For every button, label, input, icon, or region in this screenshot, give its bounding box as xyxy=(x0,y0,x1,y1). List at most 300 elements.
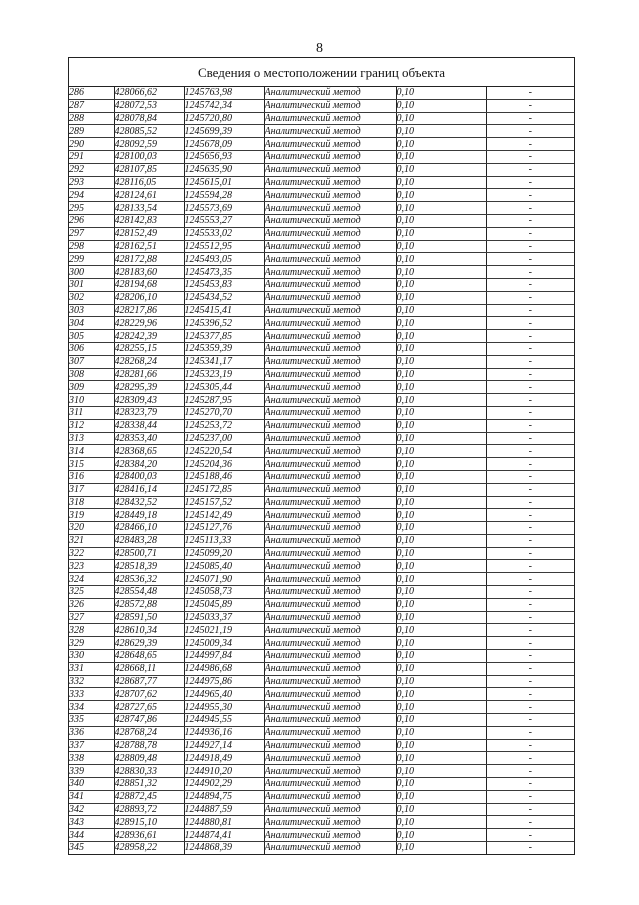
description-cell: - xyxy=(486,419,574,432)
accuracy-cell: 0,10 xyxy=(396,330,486,343)
method-cell: Аналитический метод xyxy=(264,765,396,778)
description-cell: - xyxy=(486,432,574,445)
table-row xyxy=(69,726,574,739)
coordinate-x-cell: 428572,88 xyxy=(114,598,184,611)
coordinate-x-cell: 428255,15 xyxy=(114,342,184,355)
coordinate-y-cell: 1245033,37 xyxy=(184,611,264,624)
description-cell: - xyxy=(486,355,574,368)
coordinate-x-cell: 428830,33 xyxy=(114,765,184,778)
description-cell: - xyxy=(486,304,574,317)
point-number-cell: 303 xyxy=(69,304,114,317)
boundary-points-table xyxy=(69,87,574,854)
coordinate-x-cell: 428747,86 xyxy=(114,714,184,727)
coordinate-x-cell: 428172,88 xyxy=(114,253,184,266)
accuracy-cell: 0,10 xyxy=(396,381,486,394)
table-row xyxy=(69,637,574,650)
table-row xyxy=(69,829,574,842)
coordinate-y-cell: 1245453,83 xyxy=(184,278,264,291)
table-row xyxy=(69,624,574,637)
coordinate-x-cell: 428162,51 xyxy=(114,240,184,253)
method-cell: Аналитический метод xyxy=(264,304,396,317)
accuracy-cell: 0,10 xyxy=(396,150,486,163)
accuracy-cell: 0,10 xyxy=(396,112,486,125)
description-cell: - xyxy=(486,381,574,394)
method-cell: Аналитический метод xyxy=(264,99,396,112)
description-cell: - xyxy=(486,586,574,599)
coordinate-x-cell: 428872,45 xyxy=(114,790,184,803)
description-cell: - xyxy=(486,726,574,739)
table-row xyxy=(69,240,574,253)
description-cell: - xyxy=(486,701,574,714)
accuracy-cell: 0,10 xyxy=(396,598,486,611)
coordinate-y-cell: 1245341,17 xyxy=(184,355,264,368)
method-cell: Аналитический метод xyxy=(264,125,396,138)
table-row xyxy=(69,842,574,854)
description-cell: - xyxy=(486,560,574,573)
description-cell: - xyxy=(486,227,574,240)
coordinate-y-cell: 1245699,39 xyxy=(184,125,264,138)
accuracy-cell: 0,10 xyxy=(396,368,486,381)
coordinate-y-cell: 1244894,75 xyxy=(184,790,264,803)
table-row xyxy=(69,598,574,611)
description-cell: - xyxy=(486,573,574,586)
description-cell: - xyxy=(486,87,574,99)
table-row xyxy=(69,586,574,599)
accuracy-cell: 0,10 xyxy=(396,586,486,599)
description-cell: - xyxy=(486,342,574,355)
method-cell: Аналитический метод xyxy=(264,368,396,381)
method-cell: Аналитический метод xyxy=(264,739,396,752)
coordinate-y-cell: 1244965,40 xyxy=(184,688,264,701)
point-number-cell: 295 xyxy=(69,202,114,215)
table-row xyxy=(69,714,574,727)
table-row xyxy=(69,483,574,496)
coordinate-y-cell: 1245493,05 xyxy=(184,253,264,266)
accuracy-cell: 0,10 xyxy=(396,816,486,829)
accuracy-cell: 0,10 xyxy=(396,470,486,483)
point-number-cell: 304 xyxy=(69,317,114,330)
point-number-cell: 300 xyxy=(69,266,114,279)
coordinate-x-cell: 428768,24 xyxy=(114,726,184,739)
table-row xyxy=(69,650,574,663)
point-number-cell: 291 xyxy=(69,150,114,163)
accuracy-cell: 0,10 xyxy=(396,637,486,650)
coordinate-x-cell: 428449,18 xyxy=(114,509,184,522)
description-cell: - xyxy=(486,598,574,611)
method-cell: Аналитический метод xyxy=(264,509,396,522)
method-cell: Аналитический метод xyxy=(264,278,396,291)
table-row xyxy=(69,355,574,368)
accuracy-cell: 0,10 xyxy=(396,342,486,355)
table-row xyxy=(69,803,574,816)
accuracy-cell: 0,10 xyxy=(396,650,486,663)
table-row xyxy=(69,688,574,701)
description-cell: - xyxy=(486,624,574,637)
point-number-cell: 309 xyxy=(69,381,114,394)
coordinate-x-cell: 428400,03 xyxy=(114,470,184,483)
coordinate-x-cell: 428466,10 xyxy=(114,522,184,535)
description-cell: - xyxy=(486,496,574,509)
accuracy-cell: 0,10 xyxy=(396,573,486,586)
coordinate-y-cell: 1244874,41 xyxy=(184,829,264,842)
point-number-cell: 299 xyxy=(69,253,114,266)
coordinate-x-cell: 428217,86 xyxy=(114,304,184,317)
method-cell: Аналитический метод xyxy=(264,138,396,151)
point-number-cell: 321 xyxy=(69,534,114,547)
description-cell: - xyxy=(486,675,574,688)
description-cell: - xyxy=(486,765,574,778)
coordinate-y-cell: 1245573,69 xyxy=(184,202,264,215)
point-number-cell: 306 xyxy=(69,342,114,355)
point-number-cell: 307 xyxy=(69,355,114,368)
coordinate-y-cell: 1244975,86 xyxy=(184,675,264,688)
coordinate-x-cell: 428432,52 xyxy=(114,496,184,509)
point-number-cell: 310 xyxy=(69,394,114,407)
method-cell: Аналитический метод xyxy=(264,394,396,407)
accuracy-cell: 0,10 xyxy=(396,202,486,215)
point-number-cell: 322 xyxy=(69,547,114,560)
coordinate-x-cell: 428936,61 xyxy=(114,829,184,842)
accuracy-cell: 0,10 xyxy=(396,99,486,112)
method-cell: Аналитический метод xyxy=(264,714,396,727)
table-row xyxy=(69,214,574,227)
table-row xyxy=(69,368,574,381)
table-body xyxy=(69,87,574,854)
table-row xyxy=(69,765,574,778)
coordinate-y-cell: 1245204,36 xyxy=(184,458,264,471)
description-cell: - xyxy=(486,637,574,650)
description-cell: - xyxy=(486,125,574,138)
coordinate-y-cell: 1244868,39 xyxy=(184,842,264,854)
accuracy-cell: 0,10 xyxy=(396,214,486,227)
method-cell: Аналитический метод xyxy=(264,253,396,266)
description-cell: - xyxy=(486,829,574,842)
table-row xyxy=(69,291,574,304)
description-cell: - xyxy=(486,214,574,227)
description-cell: - xyxy=(486,611,574,624)
coordinate-x-cell: 428610,34 xyxy=(114,624,184,637)
table-row xyxy=(69,406,574,419)
point-number-cell: 286 xyxy=(69,87,114,99)
table-row xyxy=(69,138,574,151)
accuracy-cell: 0,10 xyxy=(396,458,486,471)
table-row xyxy=(69,573,574,586)
table-row xyxy=(69,253,574,266)
table-row xyxy=(69,394,574,407)
page-number: 8 xyxy=(316,41,323,56)
description-cell: - xyxy=(486,189,574,202)
accuracy-cell: 0,10 xyxy=(396,662,486,675)
coordinate-x-cell: 428851,32 xyxy=(114,778,184,791)
accuracy-cell: 0,10 xyxy=(396,176,486,189)
coordinate-x-cell: 428483,28 xyxy=(114,534,184,547)
coordinate-x-cell: 428206,10 xyxy=(114,291,184,304)
point-number-cell: 338 xyxy=(69,752,114,765)
point-number-cell: 335 xyxy=(69,714,114,727)
description-cell: - xyxy=(486,368,574,381)
table-row xyxy=(69,150,574,163)
coordinate-x-cell: 428384,20 xyxy=(114,458,184,471)
description-cell: - xyxy=(486,150,574,163)
coordinate-x-cell: 428116,05 xyxy=(114,176,184,189)
accuracy-cell: 0,10 xyxy=(396,304,486,317)
accuracy-cell: 0,10 xyxy=(396,534,486,547)
accuracy-cell: 0,10 xyxy=(396,419,486,432)
coordinate-y-cell: 1245434,52 xyxy=(184,291,264,304)
accuracy-cell: 0,10 xyxy=(396,547,486,560)
description-cell: - xyxy=(486,330,574,343)
point-number-cell: 287 xyxy=(69,99,114,112)
table-row xyxy=(69,330,574,343)
coordinate-y-cell: 1245720,80 xyxy=(184,112,264,125)
coordinate-y-cell: 1245058,73 xyxy=(184,586,264,599)
description-cell: - xyxy=(486,202,574,215)
accuracy-cell: 0,10 xyxy=(396,842,486,854)
method-cell: Аналитический метод xyxy=(264,611,396,624)
coordinate-x-cell: 428323,79 xyxy=(114,406,184,419)
coordinate-y-cell: 1245127,76 xyxy=(184,522,264,535)
table-row xyxy=(69,381,574,394)
point-number-cell: 333 xyxy=(69,688,114,701)
point-number-cell: 341 xyxy=(69,790,114,803)
accuracy-cell: 0,10 xyxy=(396,394,486,407)
method-cell: Аналитический метод xyxy=(264,637,396,650)
coordinate-y-cell: 1245594,28 xyxy=(184,189,264,202)
coordinate-y-cell: 1245270,70 xyxy=(184,406,264,419)
coordinate-x-cell: 428915,10 xyxy=(114,816,184,829)
method-cell: Аналитический метод xyxy=(264,176,396,189)
coordinate-x-cell: 428072,53 xyxy=(114,99,184,112)
coordinate-y-cell: 1244997,84 xyxy=(184,650,264,663)
table-row xyxy=(69,278,574,291)
coordinate-y-cell: 1245377,85 xyxy=(184,330,264,343)
table-row xyxy=(69,778,574,791)
method-cell: Аналитический метод xyxy=(264,432,396,445)
coordinate-y-cell: 1244936,16 xyxy=(184,726,264,739)
description-cell: - xyxy=(486,406,574,419)
point-number-cell: 312 xyxy=(69,419,114,432)
coordinate-y-cell: 1245099,20 xyxy=(184,547,264,560)
point-number-cell: 345 xyxy=(69,842,114,854)
method-cell: Аналитический метод xyxy=(264,381,396,394)
coordinate-y-cell: 1245253,72 xyxy=(184,419,264,432)
accuracy-cell: 0,10 xyxy=(396,739,486,752)
coordinate-y-cell: 1245009,34 xyxy=(184,637,264,650)
description-cell: - xyxy=(486,470,574,483)
point-number-cell: 339 xyxy=(69,765,114,778)
coordinate-y-cell: 1245533,02 xyxy=(184,227,264,240)
accuracy-cell: 0,10 xyxy=(396,560,486,573)
accuracy-cell: 0,10 xyxy=(396,688,486,701)
point-number-cell: 311 xyxy=(69,406,114,419)
point-number-cell: 288 xyxy=(69,112,114,125)
method-cell: Аналитический метод xyxy=(264,624,396,637)
description-cell: - xyxy=(486,99,574,112)
table-row xyxy=(69,496,574,509)
accuracy-cell: 0,10 xyxy=(396,125,486,138)
point-number-cell: 336 xyxy=(69,726,114,739)
coordinate-y-cell: 1245220,54 xyxy=(184,445,264,458)
accuracy-cell: 0,10 xyxy=(396,752,486,765)
coordinate-x-cell: 428281,66 xyxy=(114,368,184,381)
method-cell: Аналитический метод xyxy=(264,701,396,714)
coordinate-x-cell: 428242,39 xyxy=(114,330,184,343)
table-row xyxy=(69,99,574,112)
description-cell: - xyxy=(486,253,574,266)
accuracy-cell: 0,10 xyxy=(396,790,486,803)
accuracy-cell: 0,10 xyxy=(396,355,486,368)
description-cell: - xyxy=(486,163,574,176)
description-cell: - xyxy=(486,688,574,701)
point-number-cell: 301 xyxy=(69,278,114,291)
point-number-cell: 297 xyxy=(69,227,114,240)
method-cell: Аналитический метод xyxy=(264,675,396,688)
accuracy-cell: 0,10 xyxy=(396,138,486,151)
coordinate-y-cell: 1244902,29 xyxy=(184,778,264,791)
coordinate-y-cell: 1245763,98 xyxy=(184,87,264,99)
method-cell: Аналитический метод xyxy=(264,419,396,432)
coordinate-y-cell: 1245172,85 xyxy=(184,483,264,496)
accuracy-cell: 0,10 xyxy=(396,291,486,304)
point-number-cell: 296 xyxy=(69,214,114,227)
coordinate-x-cell: 428687,77 xyxy=(114,675,184,688)
description-cell: - xyxy=(486,790,574,803)
accuracy-cell: 0,10 xyxy=(396,624,486,637)
section-title: Сведения о местоположении границ объекта xyxy=(69,58,574,87)
coordinate-x-cell: 428133,54 xyxy=(114,202,184,215)
description-cell: - xyxy=(486,138,574,151)
accuracy-cell: 0,10 xyxy=(396,726,486,739)
accuracy-cell: 0,10 xyxy=(396,778,486,791)
accuracy-cell: 0,10 xyxy=(396,445,486,458)
table-row xyxy=(69,445,574,458)
coordinate-x-cell: 428707,62 xyxy=(114,688,184,701)
coordinate-x-cell: 428092,59 xyxy=(114,138,184,151)
description-cell: - xyxy=(486,534,574,547)
method-cell: Аналитический метод xyxy=(264,573,396,586)
table-row xyxy=(69,752,574,765)
coordinate-y-cell: 1245045,89 xyxy=(184,598,264,611)
accuracy-cell: 0,10 xyxy=(396,406,486,419)
accuracy-cell: 0,10 xyxy=(396,87,486,99)
method-cell: Аналитический метод xyxy=(264,803,396,816)
method-cell: Аналитический метод xyxy=(264,266,396,279)
method-cell: Аналитический метод xyxy=(264,829,396,842)
point-number-cell: 325 xyxy=(69,586,114,599)
coordinate-x-cell: 428416,14 xyxy=(114,483,184,496)
method-cell: Аналитический метод xyxy=(264,778,396,791)
coordinate-x-cell: 428518,39 xyxy=(114,560,184,573)
point-number-cell: 316 xyxy=(69,470,114,483)
point-number-cell: 343 xyxy=(69,816,114,829)
method-cell: Аналитический метод xyxy=(264,688,396,701)
accuracy-cell: 0,10 xyxy=(396,266,486,279)
method-cell: Аналитический метод xyxy=(264,586,396,599)
method-cell: Аналитический метод xyxy=(264,522,396,535)
coordinate-y-cell: 1244918,49 xyxy=(184,752,264,765)
coordinate-y-cell: 1245742,34 xyxy=(184,99,264,112)
description-cell: - xyxy=(486,662,574,675)
point-number-cell: 344 xyxy=(69,829,114,842)
coordinate-y-cell: 1245085,40 xyxy=(184,560,264,573)
method-cell: Аналитический метод xyxy=(264,458,396,471)
coordinate-x-cell: 428229,96 xyxy=(114,317,184,330)
point-number-cell: 327 xyxy=(69,611,114,624)
coordinate-x-cell: 428268,24 xyxy=(114,355,184,368)
coordinate-x-cell: 428124,61 xyxy=(114,189,184,202)
point-number-cell: 342 xyxy=(69,803,114,816)
description-cell: - xyxy=(486,547,574,560)
coordinate-x-cell: 428295,39 xyxy=(114,381,184,394)
table-row xyxy=(69,675,574,688)
coordinate-y-cell: 1244945,55 xyxy=(184,714,264,727)
coordinate-y-cell: 1245142,49 xyxy=(184,509,264,522)
description-cell: - xyxy=(486,394,574,407)
coordinate-x-cell: 428309,43 xyxy=(114,394,184,407)
table-row xyxy=(69,458,574,471)
description-cell: - xyxy=(486,266,574,279)
point-number-cell: 315 xyxy=(69,458,114,471)
point-number-cell: 329 xyxy=(69,637,114,650)
method-cell: Аналитический метод xyxy=(264,240,396,253)
description-cell: - xyxy=(486,752,574,765)
point-number-cell: 323 xyxy=(69,560,114,573)
coordinate-x-cell: 428629,39 xyxy=(114,637,184,650)
accuracy-cell: 0,10 xyxy=(396,509,486,522)
method-cell: Аналитический метод xyxy=(264,598,396,611)
description-cell: - xyxy=(486,112,574,125)
point-number-cell: 319 xyxy=(69,509,114,522)
coordinate-x-cell: 428648,65 xyxy=(114,650,184,663)
coordinate-x-cell: 428152,49 xyxy=(114,227,184,240)
table-row xyxy=(69,112,574,125)
description-cell: - xyxy=(486,650,574,663)
method-cell: Аналитический метод xyxy=(264,87,396,99)
method-cell: Аналитический метод xyxy=(264,790,396,803)
coordinate-x-cell: 428183,60 xyxy=(114,266,184,279)
method-cell: Аналитический метод xyxy=(264,406,396,419)
coordinate-x-cell: 428078,84 xyxy=(114,112,184,125)
description-cell: - xyxy=(528,842,532,854)
coordinate-x-cell: 428194,68 xyxy=(114,278,184,291)
method-cell: Аналитический метод xyxy=(264,330,396,343)
method-cell: Аналитический метод xyxy=(264,163,396,176)
coordinate-x-cell: 428500,71 xyxy=(114,547,184,560)
point-number-cell: 337 xyxy=(69,739,114,752)
coordinate-y-cell: 1245021,19 xyxy=(184,624,264,637)
description-cell: - xyxy=(486,176,574,189)
table-row xyxy=(69,266,574,279)
coordinate-y-cell: 1245415,41 xyxy=(184,304,264,317)
coordinate-x-cell: 428338,44 xyxy=(114,419,184,432)
method-cell: Аналитический метод xyxy=(264,662,396,675)
point-number-cell: 290 xyxy=(69,138,114,151)
coordinate-y-cell: 1244927,14 xyxy=(184,739,264,752)
point-number-cell: 328 xyxy=(69,624,114,637)
coordinate-y-cell: 1245553,27 xyxy=(184,214,264,227)
coordinate-y-cell: 1245635,90 xyxy=(184,163,264,176)
table-row xyxy=(69,87,574,99)
table-row xyxy=(69,560,574,573)
table-row xyxy=(69,176,574,189)
coordinate-y-cell: 1244955,30 xyxy=(184,701,264,714)
table-row xyxy=(69,342,574,355)
description-cell: - xyxy=(486,509,574,522)
coordinate-y-cell: 1245656,93 xyxy=(184,150,264,163)
table-row xyxy=(69,125,574,138)
accuracy-cell: 0,10 xyxy=(396,253,486,266)
method-cell: Аналитический метод xyxy=(264,291,396,304)
